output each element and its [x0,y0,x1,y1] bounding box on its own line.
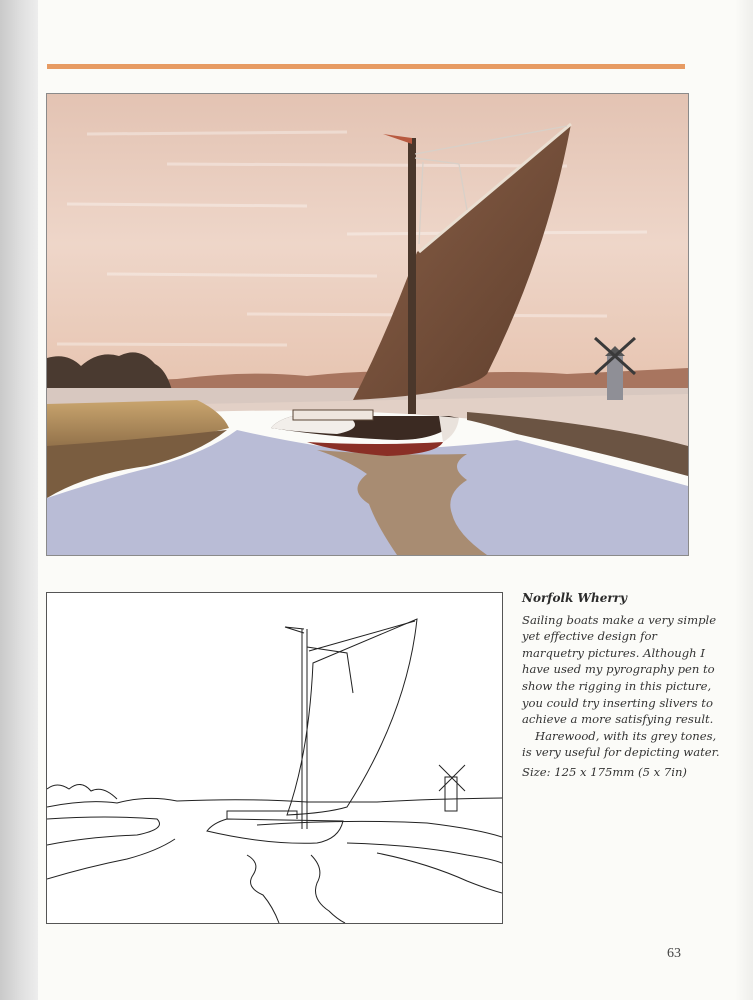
header-rule [47,64,685,69]
caption [522,590,722,781]
left-channel [47,839,175,879]
windmill-outline [445,777,457,811]
line-drawing [46,592,503,924]
page-number: 63 [667,946,681,961]
caption-title: Norfolk Wherry [522,591,627,605]
marquetry-photo [46,93,689,556]
right-bank-line-2 [347,843,502,863]
caption-paragraph-2: Harewood, with its grey tones, is very useful for depicting water. [522,728,720,760]
bow [439,416,459,442]
channel-left-wave [247,855,279,923]
horizon [47,798,502,807]
left-trees-outline [47,784,117,799]
caption-paragraph-1: Sailing boats make a very simple yet effective design for marquetry pictures. Although I have used my pyrography pen to show the rigging in this picture, you could try inserting slivers to achieve a more satisfying result. [522,612,717,727]
right-water-line [377,853,502,893]
page-edge-shadow [735,0,753,1000]
hull-outline [207,819,343,843]
channel-right-wave [311,855,345,923]
mast [408,138,416,414]
sky [47,94,688,394]
pennant-outline [285,627,304,633]
right-bank-line [257,821,502,837]
deckhouse [293,410,373,420]
mast-outline [302,629,307,829]
rigging-outline [307,621,415,693]
caption-size: Size: 125 x 175mm (5 x 7in) [522,764,687,779]
near-left-bank [47,817,160,845]
windmill-sails [439,765,465,791]
